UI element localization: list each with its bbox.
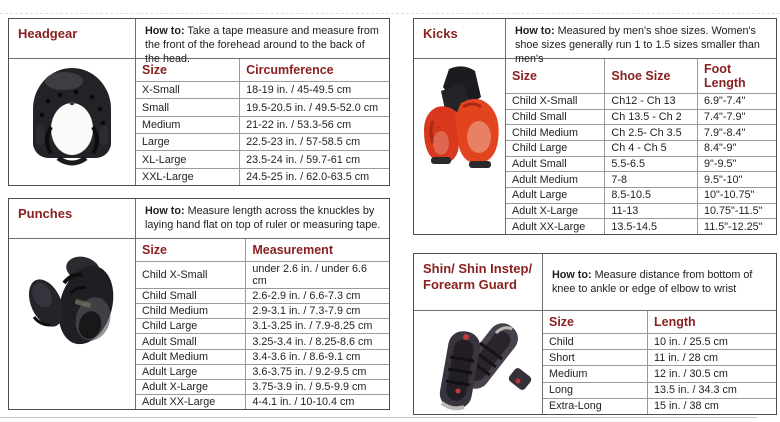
table-row [136,349,389,364]
table-cell: 7.4"-7.9" [698,109,776,125]
table-cell: Child Medium [136,304,246,319]
table-cell: 3.1-3.25 in. / 7.9-8.25 cm [246,319,389,334]
table-cell: Adult Medium [136,349,246,364]
shin-guard-panel-title [414,254,543,311]
table-row [506,219,776,234]
column-header: Shoe Size [605,59,698,94]
kick-boots-graphic [417,65,503,189]
table-cell: Adult Large [506,187,605,203]
table-row [543,398,776,414]
table-row [543,334,776,350]
table-cell: 24.5-25 in. / 62.0-63.5 cm [240,168,389,185]
table-cell: 23.5-24 in. / 59.7-61 cm [240,151,389,168]
table-cell: Ch 2.5- Ch 3.5 [605,125,698,141]
page-guide-line [0,13,780,14]
table-cell: under 2.6 in. / under 6.6 cm [246,262,389,289]
punches-panel-title: Punches [9,199,136,239]
shin-guard-size-table [543,311,776,414]
table-row [136,319,389,334]
table-cell: Child Large [506,140,605,156]
table-row [136,262,389,289]
table-cell: Adult Large [136,364,246,379]
howto-body: Measure length across the knuckles by laying hand flat on top of ruler or measuring tape. [145,205,381,232]
table-row [543,366,776,382]
table-cell: Adult X-Large [136,379,246,394]
table-row [136,168,389,185]
table-cell: 3.75-3.9 in. / 9.5-9.9 cm [246,379,389,394]
table-row [506,109,776,125]
table-cell: Child Medium [506,125,605,141]
table-cell: 12 in. / 30.5 cm [648,366,776,382]
table-cell: Large [136,134,240,151]
table-cell: Ch 13.5 - Ch 2 [605,109,698,125]
table-header-row [136,59,389,82]
table-cell: 2.6-2.9 in. / 6.6-7.3 cm [246,289,389,304]
table-header-row [543,311,776,334]
table-cell: 11.5"-12.25" [698,219,776,234]
table-cell: 4-4.1 in. / 10-10.4 cm [246,394,389,409]
column-header: Circumference [240,59,389,82]
column-header: Measurement [246,239,389,262]
column-header: Length [648,311,776,334]
table-cell: Short [543,350,648,366]
table-header-row [136,239,389,262]
headgear-panel-title: Headgear [9,19,136,59]
shin-guard-howto-text [543,254,776,311]
kicks-image [414,59,506,234]
howto-body: Measured by men's shoe sizes. Women's shoe sizes generally run 1 to 1.5 sizes smaller than men's [515,25,760,66]
punches-size-table [136,239,389,409]
table-cell: Ch 4 - Ch 5 [605,140,698,156]
table-cell: X-Small [136,82,240,99]
headgear-panel [8,18,390,186]
table-cell: 3.25-3.4 in. / 8.25-8.6 cm [246,334,389,349]
table-cell: Child Small [506,109,605,125]
punches-panel [8,198,390,410]
punches-howto-text [136,199,389,239]
table-cell: 6.9"-7.4" [698,94,776,110]
table-cell: 15 in. / 38 cm [648,398,776,414]
table-cell: Adult XX-Large [142,395,216,408]
table-row [506,187,776,203]
svg-text:◦: ◦ [436,124,439,131]
table-cell: Adult Small [506,156,605,172]
table-cell: Adult X-Large [506,203,605,219]
table-row [136,364,389,379]
shin-guard-image [414,311,543,414]
table-cell: Medium [136,116,240,133]
table-cell: 9.5"-10" [698,172,776,188]
table-cell: 7.9"-8.4" [698,125,776,141]
sparring-helmet-graphic [24,65,120,169]
table-cell: Adult XX-Large [512,220,586,233]
howto-body: Measure distance from bottom of knee to ankle or edge of elbow to wrist [552,268,753,295]
headgear-howto-text [136,19,389,66]
table-cell: 21-22 in. / 53.3-56 cm [240,116,389,133]
table-row [136,289,389,304]
headgear-size-table [136,59,389,185]
table-cell: 19.5-20.5 in. / 49.5-52.0 cm [240,99,389,116]
table-row [136,334,389,349]
howto-label: How to: [515,25,555,37]
title-line-1: Shin/ Shin Instep/ [423,261,533,276]
column-header: Size [136,59,240,82]
howto-label: How to: [145,25,185,37]
table-row [136,134,389,151]
howto-label: How to: [145,205,185,217]
table-row [136,116,389,133]
table-cell: 2.9-3.1 in. / 7.3-7.9 cm [246,304,389,319]
table-row [136,379,389,394]
table-cell: 8.4"-9" [698,140,776,156]
column-header: Size [506,59,605,94]
table-cell: 3.6-3.75 in. / 9.2-9.5 cm [246,364,389,379]
table-row [543,382,776,398]
table-row [543,350,776,366]
howto-label: How to: [552,268,592,281]
table-cell: Small [136,99,240,116]
table-cell: 8.5-10.5 [605,187,698,203]
table-row [506,172,776,188]
table-cell: Adult Small [136,334,246,349]
table-cell: 11 in. / 28 cm [648,350,776,366]
howto-body: Take a tape measure and measure from the front of the forehead around to the back of the head. [145,25,379,66]
page-guide-line [0,417,757,418]
kicks-size-table [506,59,776,234]
table-row [136,304,389,319]
table-cell: Long [543,382,648,398]
table-row [136,151,389,168]
kicks-panel-title: Kicks [414,19,506,59]
table-cell: 11-13 [605,203,698,219]
shin-guard-size-table-container [543,311,776,414]
table-row [506,203,776,219]
table-cell: 13.5 in. / 34.3 cm [648,382,776,398]
table-cell: Child X-Small [506,94,605,110]
table-header-row [506,59,776,94]
table-cell: 7-8 [605,172,698,188]
table-cell: 10.75"-11.5" [698,203,776,219]
shin-guards-graphic [422,317,534,414]
table-row [506,125,776,141]
headgear-image [9,59,136,185]
column-header: Size [543,311,648,334]
table-row [506,140,776,156]
table-cell: XXL-Large [142,170,194,183]
table-cell: 22.5-23 in. / 57-58.5 cm [240,134,389,151]
column-header: Size [136,239,246,262]
table-cell: Child X-Small [136,262,246,289]
table-row [506,156,776,172]
table-row [506,94,776,110]
table-cell: Child [543,334,648,350]
table-row [136,82,389,99]
table-cell: 18-19 in. / 45-49.5 cm [240,82,389,99]
title-line-2: Forearm Guard [423,277,517,293]
table-cell: 9"-9.5" [698,156,776,172]
table-cell: Child Small [136,289,246,304]
table-row [136,99,389,116]
table-cell: Ch12 - Ch 13 [605,94,698,110]
shin-guard-panel [413,253,777,415]
table-cell: 10 in. / 25.5 cm [648,334,776,350]
punch-gloves-graphic [20,245,124,361]
kicks-howto-text [506,19,776,66]
punches-size-table-container [136,239,389,409]
table-cell: Extra-Long [549,400,602,413]
column-header: Foot Length [698,59,776,94]
punches-image [9,239,136,409]
table-cell: 13.5-14.5 [605,219,698,234]
table-cell: 3.4-3.6 in. / 8.6-9.1 cm [246,349,389,364]
table-cell: Child Large [136,319,246,334]
table-cell: XL-Large [136,151,240,168]
table-cell: 5.5-6.5 [605,156,698,172]
table-cell: 10"-10.75" [698,187,776,203]
table-row [136,394,389,409]
kicks-size-table-container [506,59,776,234]
headgear-size-table-container [136,59,389,185]
kicks-panel [413,18,777,235]
table-cell: Adult Medium [506,172,605,188]
table-cell: Medium [543,366,648,382]
